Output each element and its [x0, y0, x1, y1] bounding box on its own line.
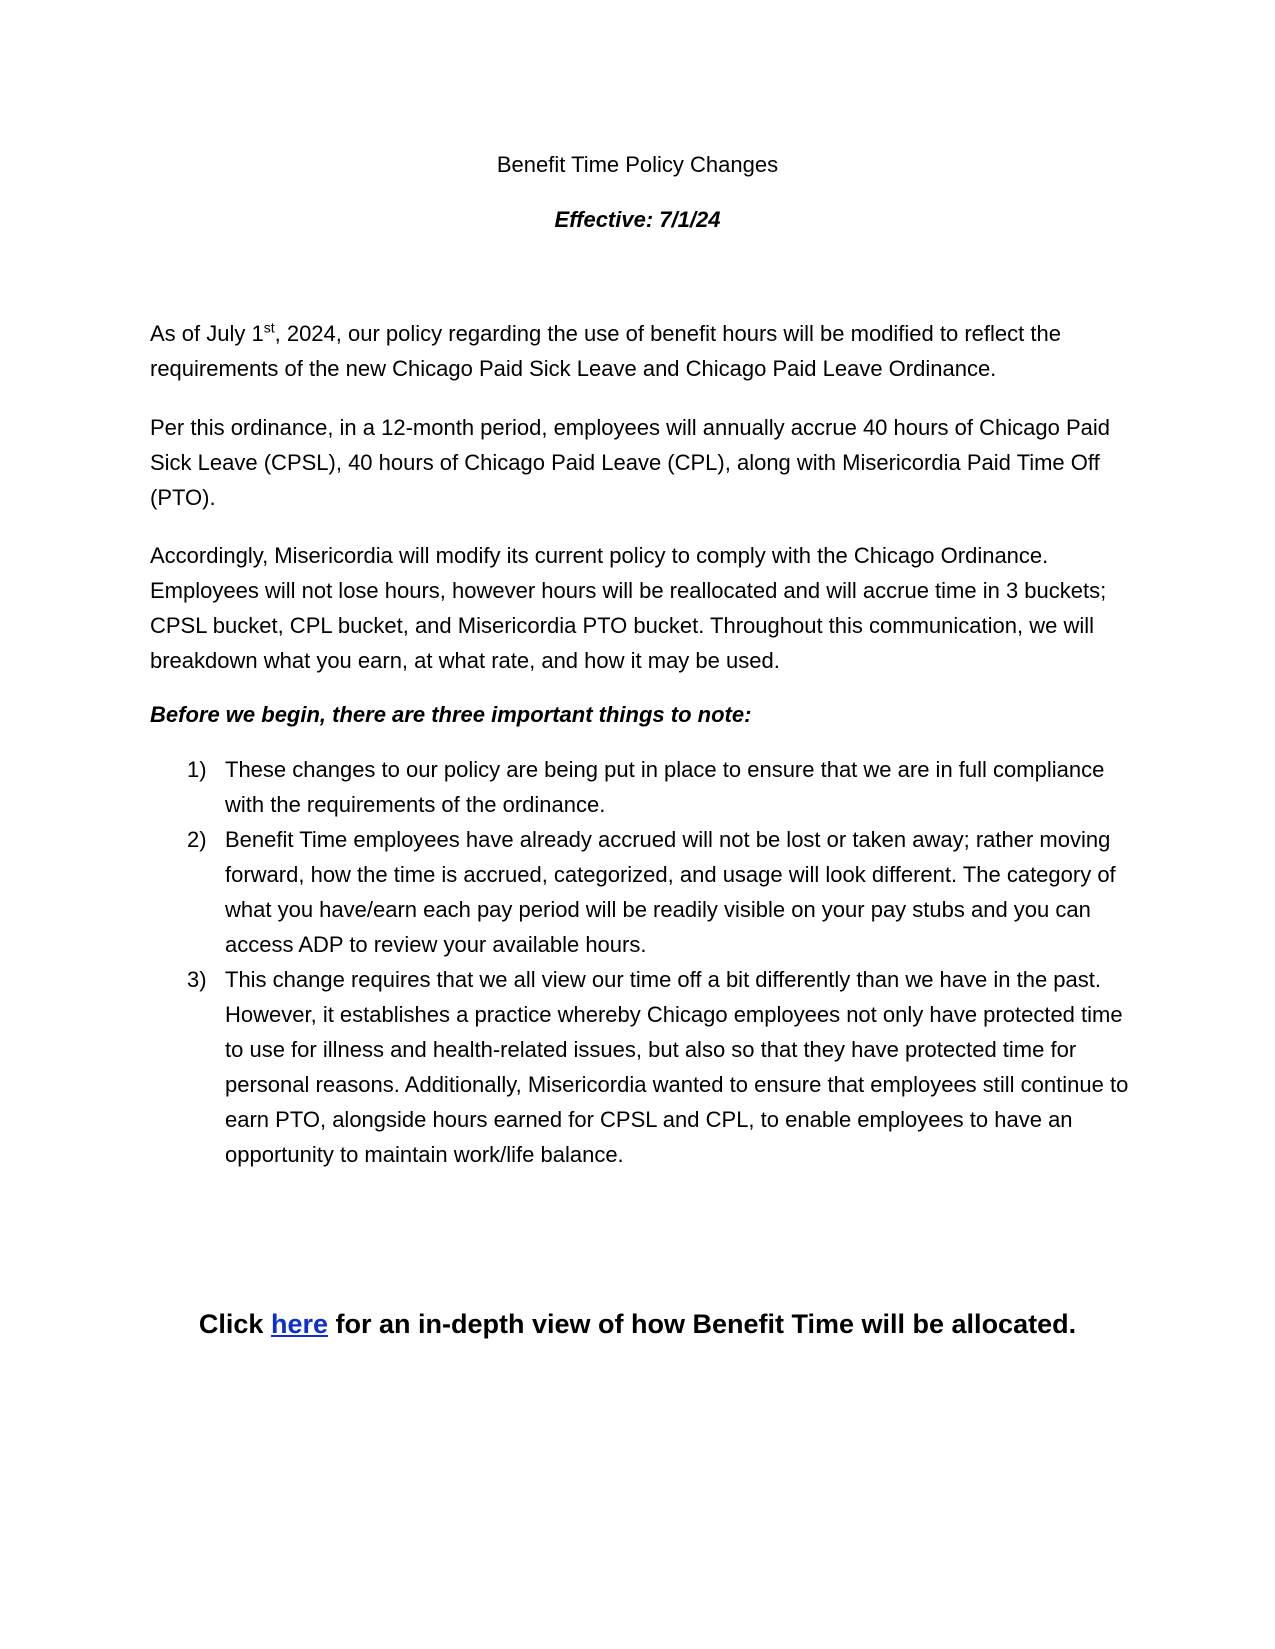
- list-item-text: These changes to our policy are being put in place to ensure that we are in full compliance with the requirements of the ordinance.: [225, 757, 1105, 817]
- here-link[interactable]: here: [270, 1309, 328, 1339]
- list-item-text: This change requires that we all view our time off a bit differently than we have in the past. However, it establishes a practice whereby Chicago employees not only have protected time to use for illness and health-related issues, but also so that they have protected time for personal reasons. Additionally, Misericordia wanted to ensure that employees still continue to earn PTO, alongside hours earned for CPSL and CPL, to enable employees to have an opportunity to maintain work/life balance.: [225, 967, 1129, 1167]
- cta-text-end: for an in-depth view of how Benefit Time will be allocated.: [328, 1309, 1077, 1339]
- list-item-number: 2): [187, 827, 207, 852]
- intro-text-start: As of July 1: [150, 321, 264, 346]
- policy-paragraph: Accordingly, Misericordia will modify its current policy to comply with the Chicago Ordinance. Employees will not lose hours, however hours will be reallocated and will accrue time in 3 buckets; CPSL bucket, CPL bucket, and Misericordia PTO bucket. Throughout this communication, we will breakdown what you earn, at what rate, and how it may be used.: [150, 543, 1107, 673]
- list-item-number: 1): [187, 757, 207, 782]
- list-item: [150, 962, 1130, 1172]
- document-title: Benefit Time Policy Changes: [496, 152, 779, 177]
- list-item: [150, 822, 1130, 962]
- call-to-action: [0, 1306, 1275, 1342]
- ordinance-paragraph: Per this ordinance, in a 12-month period, employees will annually accrue 40 hours of Chicago Paid Sick Leave (CPSL), 40 hours of Chicago Paid Leave (CPL), along with Misericordia Paid Time Off (PTO).: [150, 415, 1110, 510]
- effective-date: Effective: 7/1/24: [554, 207, 721, 232]
- list-item-text: Benefit Time employees have already accrued will not be lost or taken away; rather moving forward, how the time is accrued, categorized, and usage will look different. The category of what you have/earn each pay period will be readily visible on your pay stubs and you can access ADP to review your available hours.: [225, 827, 1116, 957]
- list-item-number: 3): [187, 967, 207, 992]
- intro-superscript: st: [263, 319, 275, 336]
- intro-text-end: , 2024, our policy regarding the use of benefit hours will be modified to reflect the requirements of the new Chicago Paid Sick Leave and Chicago Paid Leave Ordinance.: [150, 321, 1061, 381]
- list-item: [150, 752, 1130, 822]
- notes-heading: Before we begin, there are three important things to note:: [150, 702, 752, 727]
- cta-text-start: Click: [198, 1309, 271, 1339]
- intro-paragraph: [150, 316, 1130, 386]
- notes-list: [150, 752, 1130, 1172]
